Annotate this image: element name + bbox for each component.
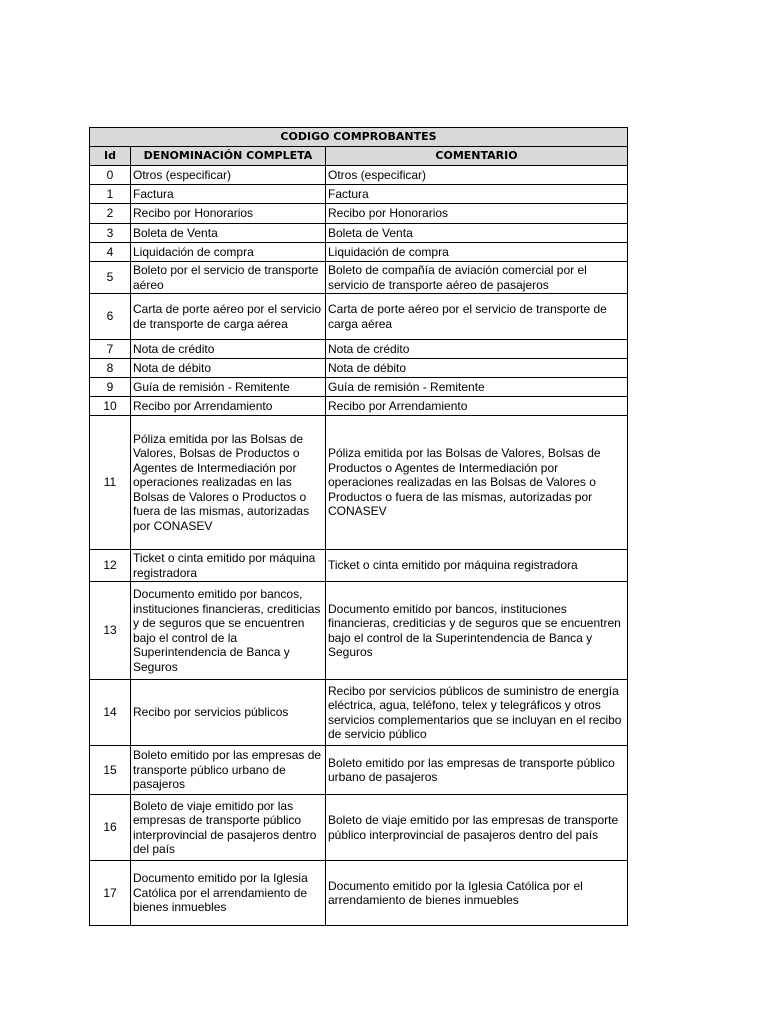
- table-row: [90, 340, 628, 359]
- cell-denominacion: Nota de débito: [131, 359, 326, 378]
- cell-comentario: Póliza emitida por las Bolsas de Valores, Bolsas de Productos o Agentes de Intermediación por operaciones realizadas en las Bolsas de Valores o Productos o fuera de las mismas, autorizadas por CONASEV: [326, 416, 628, 550]
- cell-denominacion: Boleto emitido por las empresas de transporte público urbano de pasajeros: [131, 746, 326, 795]
- table-row: [90, 166, 628, 185]
- cell-comentario: Ticket o cinta emitido por máquina registradora: [326, 550, 628, 582]
- cell-denominacion: Ticket o cinta emitido por máquina registradora: [131, 550, 326, 582]
- cell-comentario: Documento emitido por la Iglesia Católica por el arrendamiento de bienes inmuebles: [326, 861, 628, 926]
- table-row: [90, 294, 628, 340]
- table-row: [90, 861, 628, 926]
- cell-id: 15: [90, 746, 131, 795]
- table-row: [90, 550, 628, 582]
- table-title: CODIGO COMPROBANTES: [90, 128, 628, 147]
- cell-id: 8: [90, 359, 131, 378]
- cell-id: 6: [90, 294, 131, 340]
- table-row: [90, 359, 628, 378]
- table-row: [90, 680, 628, 746]
- cell-denominacion: Factura: [131, 185, 326, 204]
- table-row: [90, 204, 628, 224]
- table-row: [90, 416, 628, 550]
- cell-id: 9: [90, 378, 131, 397]
- cell-denominacion: Recibo por servicios públicos: [131, 680, 326, 746]
- cell-denominacion: Boleto por el servicio de transporte aéreo: [131, 262, 326, 294]
- codigo-comprobantes-table: [89, 127, 628, 926]
- table-row: [90, 795, 628, 861]
- table-row: [90, 243, 628, 262]
- cell-id: 1: [90, 185, 131, 204]
- table-row: [90, 378, 628, 397]
- cell-comentario: Liquidación de compra: [326, 243, 628, 262]
- cell-comentario: Boleto emitido por las empresas de transporte público urbano de pasajeros: [326, 746, 628, 795]
- cell-denominacion: Documento emitido por la Iglesia Católica por el arrendamiento de bienes inmuebles: [131, 861, 326, 926]
- cell-id: 2: [90, 204, 131, 224]
- table-row: [90, 185, 628, 204]
- table-body: [90, 166, 628, 926]
- table-title-row: [90, 128, 628, 147]
- cell-comentario: Nota de crédito: [326, 340, 628, 359]
- cell-id: 12: [90, 550, 131, 582]
- cell-denominacion: Nota de crédito: [131, 340, 326, 359]
- cell-id: 17: [90, 861, 131, 926]
- cell-id: 16: [90, 795, 131, 861]
- cell-comentario: Boleta de Venta: [326, 224, 628, 243]
- cell-denominacion: Documento emitido por bancos, instituciones financieras, crediticias y de seguros que se encuentren bajo el control de la Superintendencia de Banca y Seguros: [131, 582, 326, 680]
- cell-denominacion: Boleto de viaje emitido por las empresas de transporte público interprovincial de pasajeros dentro del país: [131, 795, 326, 861]
- cell-id: 5: [90, 262, 131, 294]
- cell-id: 14: [90, 680, 131, 746]
- cell-id: 10: [90, 397, 131, 416]
- header-id: Id: [90, 147, 131, 166]
- cell-denominacion: Carta de porte aéreo por el servicio de transporte de carga aérea: [131, 294, 326, 340]
- cell-denominacion: Póliza emitida por las Bolsas de Valores, Bolsas de Productos o Agentes de Intermediación por operaciones realizadas en las Bolsas de Valores o Productos o fuera de las mismas, autorizadas por CONASEV: [131, 416, 326, 550]
- cell-id: 4: [90, 243, 131, 262]
- table-row: [90, 262, 628, 294]
- cell-comentario: Recibo por servicios públicos de suministro de energía eléctrica, agua, teléfono, telex y telegráficos y otros servicios complementarios que se incluyan en el recibo de servicio público: [326, 680, 628, 746]
- table-header-row: [90, 147, 628, 166]
- cell-comentario: Factura: [326, 185, 628, 204]
- table-row: [90, 224, 628, 243]
- cell-id: 7: [90, 340, 131, 359]
- cell-denominacion: Guía de remisión - Remitente: [131, 378, 326, 397]
- cell-comentario: Nota de débito: [326, 359, 628, 378]
- table-row: [90, 397, 628, 416]
- cell-id: 13: [90, 582, 131, 680]
- cell-comentario: Recibo por Arrendamiento: [326, 397, 628, 416]
- cell-denominacion: Boleta de Venta: [131, 224, 326, 243]
- table-row: [90, 746, 628, 795]
- cell-id: 3: [90, 224, 131, 243]
- cell-id: 11: [90, 416, 131, 550]
- table-row: [90, 582, 628, 680]
- header-comentario: COMENTARIO: [326, 147, 628, 166]
- cell-denominacion: Recibo por Arrendamiento: [131, 397, 326, 416]
- cell-denominacion: Liquidación de compra: [131, 243, 326, 262]
- cell-comentario: Otros (especificar): [326, 166, 628, 185]
- cell-comentario: Documento emitido por bancos, instituciones financieras, crediticias y de seguros que se encuentren bajo el control de la Superintendencia de Banca y Seguros: [326, 582, 628, 680]
- cell-comentario: Boleto de viaje emitido por las empresas de transporte público interprovincial de pasajeros dentro del país: [326, 795, 628, 861]
- document-table-container: [89, 127, 627, 926]
- cell-comentario: Recibo por Honorarios: [326, 204, 628, 224]
- cell-id: 0: [90, 166, 131, 185]
- cell-comentario: Guía de remisión - Remitente: [326, 378, 628, 397]
- cell-denominacion: Otros (especificar): [131, 166, 326, 185]
- header-denominacion: DENOMINACIÓN COMPLETA: [131, 147, 326, 166]
- cell-comentario: Boleto de compañía de aviación comercial por el servicio de transporte aéreo de pasajeros: [326, 262, 628, 294]
- cell-denominacion: Recibo por Honorarios: [131, 204, 326, 224]
- cell-comentario: Carta de porte aéreo por el servicio de transporte de carga aérea: [326, 294, 628, 340]
